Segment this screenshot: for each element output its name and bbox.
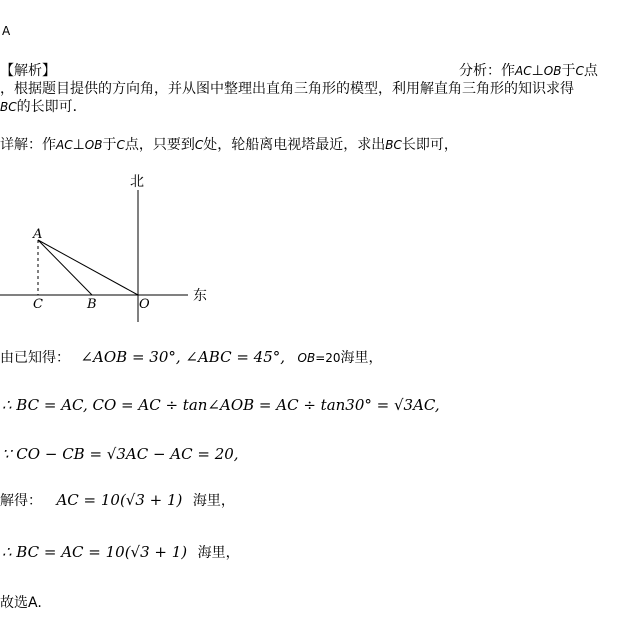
solve-line <box>0 491 235 510</box>
solve-unit: 海里， <box>192 493 235 509</box>
detail-ac: AC <box>56 138 73 152</box>
analysis-line-2: ，根据题目提供的方向角，并从图中整理出直角三角形的模型，利用解直角三角形的知识求得 <box>0 81 574 97</box>
label-point-a: A <box>33 227 43 242</box>
analysis-bc: BC <box>0 100 17 114</box>
analysis-dian: 点 <box>583 63 598 79</box>
detail-yu: 于 <box>102 137 117 153</box>
known-ob-value: =20 <box>315 351 341 365</box>
solve-formula: AC = 10(√3 + 1) <box>56 491 183 509</box>
known-angles: ∠AOB = 30°, ∠ABC = 45°, <box>80 348 286 366</box>
step-2-equation: ∵ CO − CB = √3AC − AC = 20, <box>2 445 239 463</box>
detail-bc: BC <box>385 138 402 152</box>
result-unit: 海里， <box>197 545 240 561</box>
known-prefix: 由已知得： <box>0 350 70 366</box>
answer-letter: A <box>2 24 11 38</box>
analysis-yu: 于 <box>561 63 576 79</box>
result-formula: ∴ BC = AC = 10(√3 + 1) <box>2 543 188 561</box>
line-ab <box>38 240 92 295</box>
known-unit: 海里， <box>340 350 383 366</box>
analysis-perp: ⊥ <box>531 63 544 79</box>
analysis-heading: 【解析】 <box>0 63 56 79</box>
detail-prefix: 详解：作 <box>0 137 56 153</box>
label-point-c: C <box>33 297 43 312</box>
analysis-line-3-rest: 的长即可． <box>16 99 87 115</box>
label-east: 东 <box>193 288 207 304</box>
detail-mid2: 处，轮船离电视塔最近，求出 <box>203 137 386 153</box>
result-line <box>2 543 240 562</box>
detail-ob: OB <box>84 138 103 152</box>
step-1-equation: ∴ BC = AC, CO = AC ÷ tan∠AOB = AC ÷ tan30° = √3AC, <box>2 396 440 414</box>
conclusion: 故选A. <box>0 595 42 611</box>
detail-mid: 点，只要到 <box>124 137 195 153</box>
detail-end: 长即可， <box>401 137 458 153</box>
analysis-c: C <box>575 64 584 78</box>
detail-perp: ⊥ <box>72 137 85 153</box>
label-point-o: O <box>139 297 150 312</box>
solve-prefix: 解得： <box>0 493 42 509</box>
analysis-ob: OB <box>543 64 562 78</box>
label-north: 北 <box>130 174 144 190</box>
analysis-prefix: 分析：作 <box>459 63 515 79</box>
analysis-ac: AC <box>515 64 532 78</box>
detail-c: C <box>116 138 125 152</box>
line-ao <box>38 240 138 295</box>
label-point-b: B <box>87 297 97 312</box>
detail-c2: C <box>194 138 204 152</box>
known-line <box>0 348 383 367</box>
known-ob: OB <box>297 351 316 365</box>
